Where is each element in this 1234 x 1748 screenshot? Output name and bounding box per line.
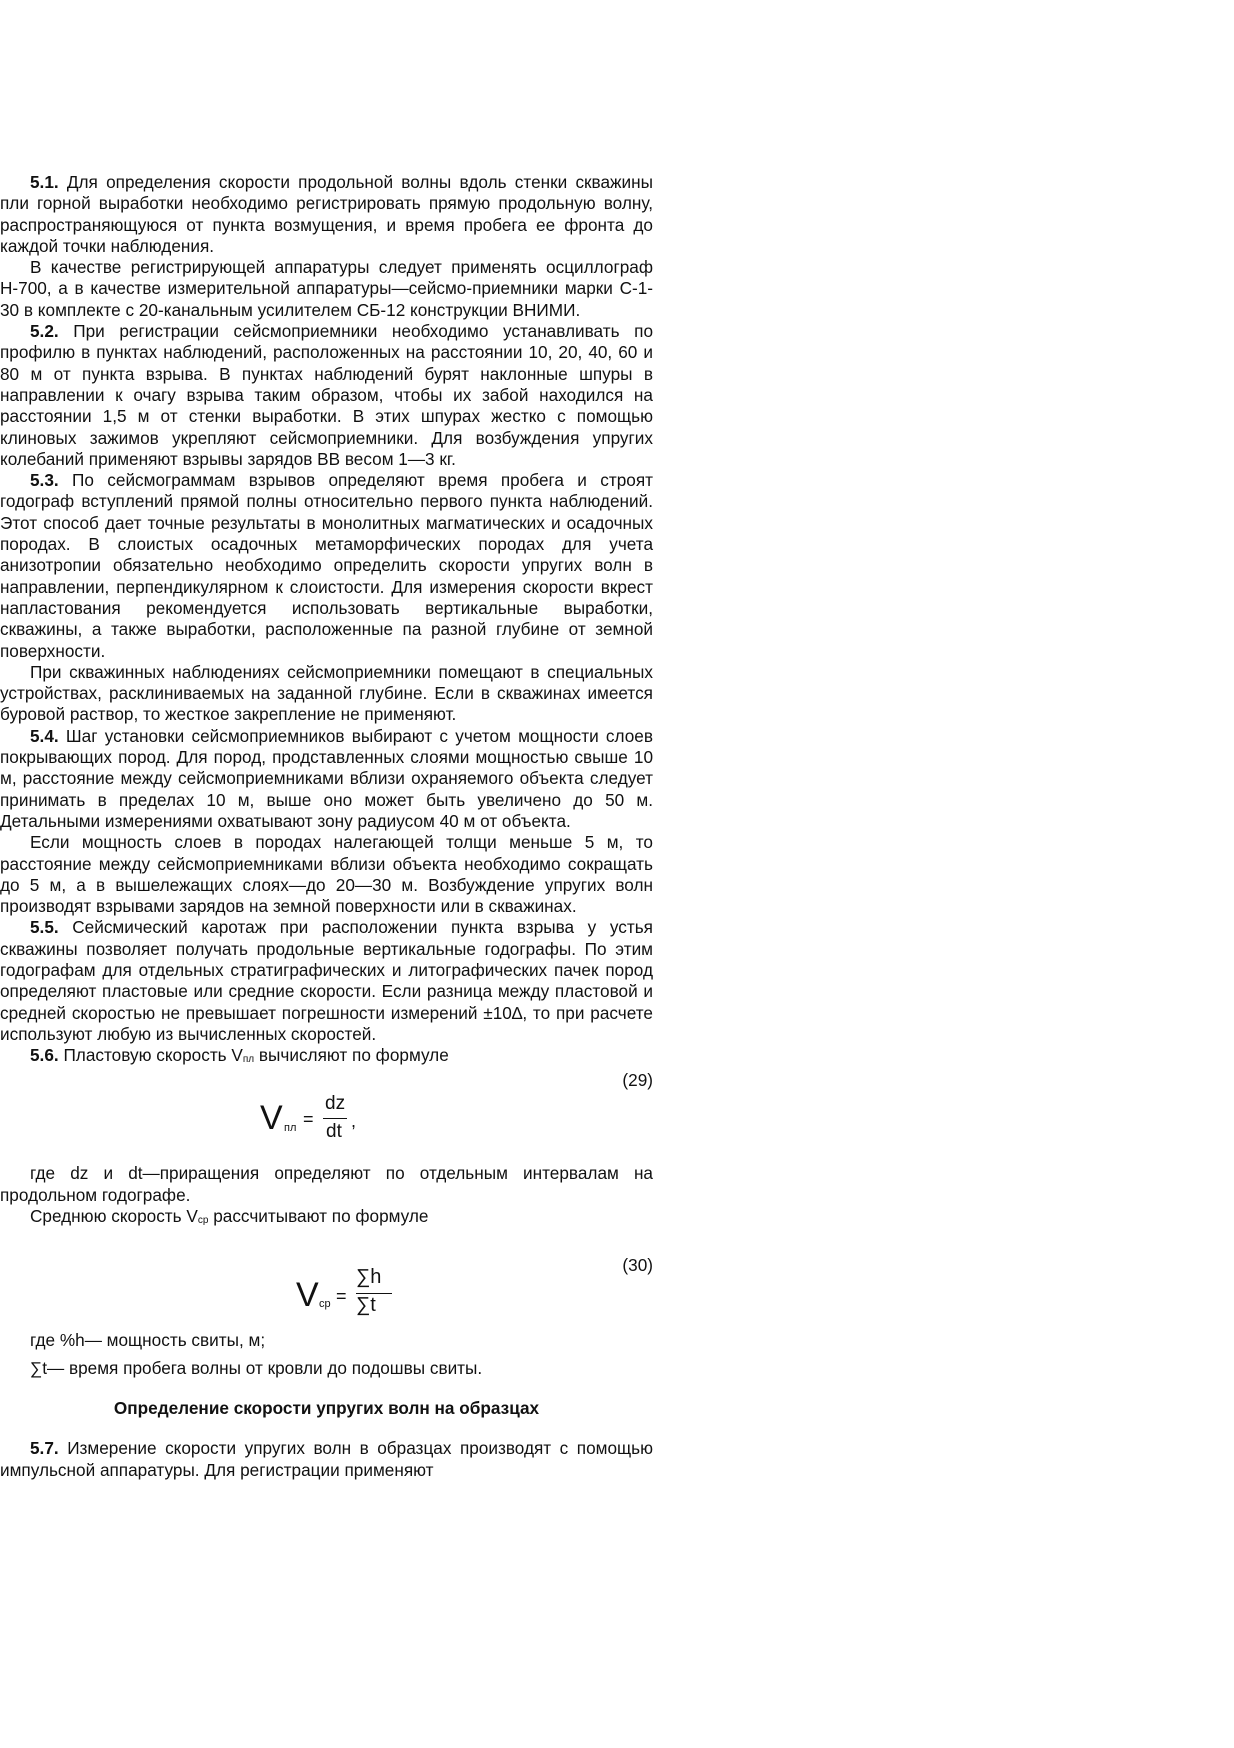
formula-denominator: ∑t <box>356 1294 376 1317</box>
paragraph-text: По сейсмограммам взрывов определяют время пробега и строят годограф вступлений прямой полны относительно первого пункта наблюдений. Этот способ дает точные результаты в монолитных магматических и осадочных породах. В слоистых осадочных метаморфических породах для учета анизотропии обязательно необходимо определить скорости упругих волн в направлении, перпендикулярном к слоистости. Для измерения скорости вкрест напластования рекомендуется использовать вертикальные выработки, скважины, а также выработки, расположенные па разной глубине от земной поверхности. <box>0 470 654 661</box>
formula-denominator: dt <box>326 1121 342 1143</box>
paragraph-text: Для определения скорости продольной волны вдоль стенки скважины пли горной выработки необходимо регистрировать прямую продольную волну, распространяющуюся от пункта возмущения, и время пробега ее фронта до каждой точки наблюдения. <box>0 172 654 256</box>
fraction-bar <box>323 1118 347 1119</box>
paragraph-5-3-borehole <box>0 662 653 726</box>
formula-equals: = <box>336 1286 347 1307</box>
paragraph-5-1-equipment <box>0 257 653 321</box>
paragraph-text: рассчитывают по формуле <box>208 1206 429 1227</box>
paragraph-5-5 <box>0 917 653 1045</box>
paragraph-text: где dz и dt—приращения определяют по отдельным интервалам на продольном годографе. <box>0 1163 653 1205</box>
section-heading: Определение скорости упругих волн на образцах <box>113 1397 540 1418</box>
paragraph-text: Пластовую скорость V <box>63 1045 243 1066</box>
paragraph-5-6 <box>0 1045 653 1070</box>
formula-comma: , <box>351 1111 357 1132</box>
formula-variable: V <box>296 1276 319 1315</box>
paragraph-5-1 <box>0 172 653 257</box>
paragraph-text: При скважинных наблюдениях сейсмоприемники помещают в специальных устройствах, расклиниваемых на заданной глубине. Если в скважинах имеется буровой раствор, то жесткое закрепление не применяют. <box>0 661 653 725</box>
formula-variable: V <box>260 1099 283 1138</box>
paragraph-text: Измерение скорости упругих волн в образцах производят с помощью импульсной аппаратуры. Для регистрации применяют <box>0 1438 654 1480</box>
paragraph-average-speed <box>0 1206 653 1231</box>
section-number: 5.4. <box>30 725 59 746</box>
paragraph-text: вычисляют по формуле <box>254 1045 449 1066</box>
equation-number-29: (29) <box>622 1070 653 1091</box>
formula-30 <box>0 1266 653 1326</box>
paragraph-5-4 <box>0 726 653 832</box>
paragraph-text: При регистрации сейсмоприемники необходимо устанавливать по профилю в пунктах наблюдений, расположенных на расстоянии 10, 20, 40, 60 и 80 м от пункта взрыва. В пунктах наблюдений бурят наклонные шпуры в направлении к очагу взрыва таким образом, чтобы их забой находился на расстоянии 1,5 м от стенки выработки. В этих шпурах жестко с помощью клиновых зажимов укрепляют сейсмоприемники. Для возбуждения упругих колебаний применяют взрывы зарядов ВВ весом 1—3 кг. <box>0 321 654 469</box>
equation-number-30: (30) <box>622 1255 653 1276</box>
section-number: 5.6. <box>30 1045 59 1066</box>
formula-29 <box>0 1091 653 1149</box>
document-page <box>0 172 653 1481</box>
paragraph-text: Шаг установки сейсмоприемников выбирают с учетом мощности слоев покрывающих пород. Для пород, продставленных слоями мощностью свыше 10 м, расстояние между сейсмоприемниками вблизи охраняемого объекта следует принимать в пределах 10 м, выше оно может быть увеличено до 50 м. Детальными измерениями охватывают зону радиусом 40 м от объекта. <box>0 725 653 831</box>
formula-numerator: dz <box>325 1093 346 1115</box>
section-number: 5.2. <box>30 321 59 342</box>
paragraph-increments <box>0 1163 653 1206</box>
section-number: 5.1. <box>30 172 59 192</box>
subscript: пл <box>242 1054 255 1066</box>
section-number: 5.7. <box>30 1438 59 1459</box>
paragraph-text: Сейсмический каротаж при расположении пункта взрыва у устья скважины позволяет получать продольные вертикальные годографы. По этим годографам для отдельных стратиграфических и литографических пачек пород определяют пластовые или средние скорости. Если разница между пластовой и средней скоростью не превышает погрешности измерений ±10∆, то при расчете используют любую из вычисленных скоростей. <box>0 917 653 1044</box>
formula-equals: = <box>303 1109 314 1130</box>
paragraph-5-7 <box>0 1438 653 1481</box>
definition-h: где %h— мощность свиты, м; <box>30 1330 266 1351</box>
paragraph-text: Если мощность слоев в породах налегающей толщи меньше 5 м, то расстояние между сейсмоприемниками вблизи объекта необходимо сокращать до 5 м, а в вышележащих слоях—до 20—30 м. Возбуждение упругих волн производят взрывами зарядов на земной поверхности или в скважинах. <box>0 832 653 917</box>
paragraph-5-3 <box>0 470 653 662</box>
formula-subscript: ср <box>319 1298 331 1311</box>
paragraph-text: В качестве регистрирующей аппаратуры следует применять осциллограф Н-700, а в качестве измерительной аппаратуры—сейсмо-приемники марки С-1-30 в комплекте с 20-канальным усилителем СБ-12 конструкции ВНИМИ. <box>0 257 653 320</box>
paragraph-5-4-thin-layers <box>0 832 653 917</box>
formula-numerator: ∑h <box>356 1266 382 1289</box>
formula-subscript: пл <box>284 1122 297 1135</box>
section-number: 5.5. <box>30 917 59 938</box>
paragraph-5-2 <box>0 321 653 470</box>
definition-t: ∑t— время пробега волны от кровли до подошвы свиты. <box>30 1357 483 1378</box>
paragraph-text: Среднюю скорость V <box>30 1206 198 1227</box>
section-number: 5.3. <box>30 470 59 491</box>
subscript: ср <box>197 1215 209 1227</box>
